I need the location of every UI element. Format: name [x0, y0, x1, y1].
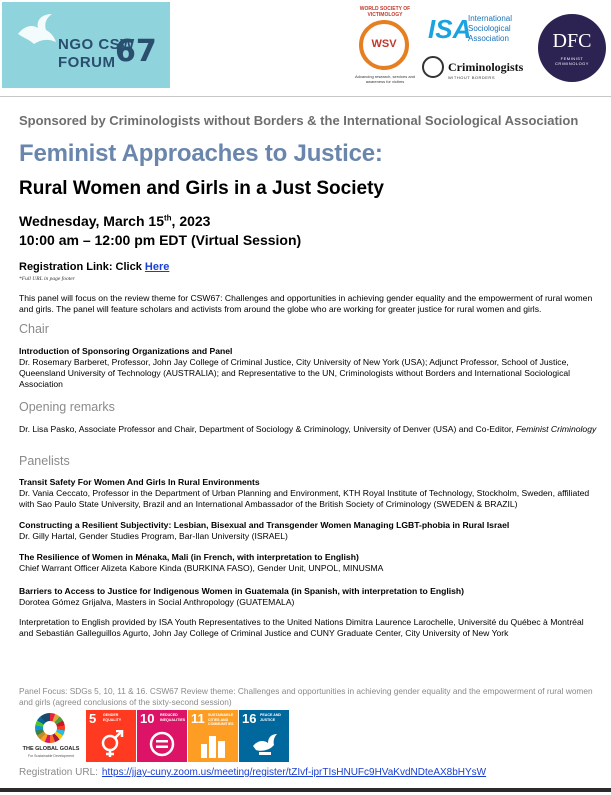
sdg-5-tile [86, 710, 136, 762]
panelist-2-body: Dr. Gilly Hartal, Gender Studies Program, Bar-Ilan University (ISRAEL) [19, 531, 288, 541]
bottom-divider [0, 788, 611, 792]
intro-paragraph: This panel will focus on the review theme for CSW67: Challenges and opportunities in achieving gender equality and the empowerment of rural women and girls. The panel will feature scholars and activists from around the globe who are working for greater justice for rural women and girls. [19, 293, 593, 314]
isa-logo [428, 12, 530, 52]
global-goals-logo [19, 713, 83, 765]
opening-body-journal: Feminist Criminology [516, 424, 597, 434]
registration-url-link[interactable]: https://jjay-cuny.zoom.us/meeting/register/tZIvf-iprTIsHNUFc9HVaKvdNDteAX8bHYsW [101, 767, 487, 778]
chair-item-body: Dr. Rosemary Barberet, Professor, John Jay College of Criminal Justice, City University of New York (USA); Adjunct Professor, School of Justice, Queensland University of Technology (AUSTRALIA); and Representative to the UN, Criminologists without Borders and International Sociological Association [19, 357, 571, 389]
sdg-10-number: 10 [140, 711, 155, 726]
wsv-logo-circle [359, 20, 409, 70]
page-title: Feminist Approaches to Justice: [19, 140, 383, 167]
wsv-logo-letters: WSV [371, 38, 397, 50]
wsv-logo-tagline: Advancing research, services and awareness for victims [354, 74, 416, 84]
global-goals-title: THE GLOBAL GOALS [22, 746, 80, 752]
gender-symbol-icon [97, 730, 125, 758]
panelist-3-title: The Resilience of Women in Ménaka, Mali (in French, with interpretation to English) [19, 552, 359, 562]
panelist-4-title: Barriers to Access to Justice for Indigenous Women in Guatemala (in Spanish, with interpretation to English) [19, 586, 465, 596]
registration-here-link[interactable]: Here [144, 261, 170, 273]
header-divider [0, 96, 611, 97]
panelists-heading: Panelists [19, 454, 70, 468]
panelist-1-body: Dr. Vania Ceccato, Professor in the Department of Urban Planning and Environment, KTH Royal Institute of Technology, Stockholm, Sweden, affiliated with Sao Paulo State University, Brazil and an International Ambassador of the British Society of Criminology (SWEDEN & BRAZIL) [19, 488, 590, 509]
sdg-11-number: 11 [191, 711, 205, 726]
sdg-16-tile [239, 710, 289, 762]
panelist-3-body: Chief Warrant Officer Alizeta Kabore Kinda (BURKINA FASO), Gender Unit, UNPOL, MINUSMA [19, 563, 384, 573]
dove-icon [14, 12, 58, 52]
dfc-logo-line2: CRIMINOLOGY [555, 61, 589, 66]
opening-body-text: Dr. Lisa Pasko, Associate Professor and Chair, Department of Sociology & Criminology, University of Denver (USA) and Co-Editor, [19, 424, 517, 434]
panelist-4-body: Dorotea Gómez Grijalva, Masters in Social Anthropology (GUATEMALA) [19, 597, 295, 607]
cwb-logo-name: Criminologists [448, 60, 524, 74]
ngo-logo-line2: FORUM [58, 54, 116, 71]
chair-item-title: Introduction of Sponsoring Organizations and Panel [19, 346, 233, 356]
ngo-csw-forum-logo [2, 2, 170, 88]
cwb-logo-sub: WITHOUT BORDERS [448, 75, 495, 80]
registration-url-line [19, 767, 486, 778]
registration-label: Registration Link: Click [19, 261, 145, 273]
isa-logo-line2: Sociological [468, 24, 511, 33]
event-date-day: Wednesday, March 15 [19, 213, 164, 229]
registration-line [19, 261, 169, 273]
registration-url-label: Registration URL: [19, 767, 98, 778]
wsv-logo [350, 6, 420, 90]
sdg-wheel-icon [35, 713, 65, 743]
registration-note: *Full URL in page footer [19, 276, 75, 282]
panelist-1-title: Transit Safety For Women And Girls In Rural Environments [19, 477, 260, 487]
sdg-11-label: SUSTAINABLE CITIES AND COMMUNITIES [208, 713, 234, 726]
dfc-logo-line1: FEMINIST [560, 56, 584, 61]
isa-logo-line1: International [468, 14, 513, 23]
page-subtitle: Rural Women and Girls in a Just Society [19, 178, 384, 199]
interpretation-note: Interpretation to English provided by ISA Youth Representatives to the United Nations Dimitra Laurence Larochelle, Université du Québec à Montréal and Sebastián Galleguillos Agurto, John Jay College of Criminal Justice and CUNY Graduate Center, City University of New York [19, 617, 584, 638]
chair-heading: Chair [19, 322, 49, 336]
global-goals-sub: For Sustainable Development [27, 754, 75, 758]
city-buildings-icon [199, 730, 227, 758]
sdg-16-number: 16 [242, 711, 257, 726]
wsv-logo-top: WORLD SOCIETY OF VICTIMOLOGY [359, 6, 411, 18]
dfc-logo [538, 14, 606, 82]
panelist-2-title: Constructing a Resilient Subjectivity: Lesbian, Bisexual and Transgender Women Managing LGBT-phobia in Rural Israel [19, 520, 510, 530]
event-date-suffix: th [163, 213, 172, 223]
opening-heading: Opening remarks [19, 400, 115, 414]
ngo-logo-number: 67 [115, 34, 157, 69]
isa-logo-name [468, 14, 512, 44]
event-date-year: , 2023 [171, 213, 211, 229]
ngo-logo-line1: NGO CSW [58, 36, 135, 53]
sponsor-line: Sponsored by Criminologists without Borders & the International Sociological Association [19, 113, 579, 128]
globe-icon [422, 56, 444, 78]
criminologists-without-borders-logo [422, 56, 534, 86]
sdg-11-tile [188, 710, 238, 762]
event-time: 10:00 am – 12:00 pm EDT (Virtual Session) [19, 232, 302, 248]
dfc-logo-sub [538, 56, 606, 66]
dfc-logo-letters: DFC [552, 30, 592, 52]
sdg-10-tile [137, 710, 187, 762]
sdg-10-label: REDUCED INEQUALITIES [160, 713, 186, 722]
panel-focus-note: Panel Focus: SDGs 5, 10, 11 & 16. CSW67 Review theme: Challenges and opportunities in achieving gender equality and the empowerment of rural women and girls (agreed conclusions of the sixty-second session) [19, 686, 593, 707]
equal-sign-icon [148, 730, 176, 758]
sdg-5-label: GENDER EQUALITY [103, 713, 122, 722]
event-date [19, 213, 210, 229]
opening-body [19, 424, 599, 435]
dove-gavel-icon [250, 730, 278, 758]
sdg-16-label: PEACE AND JUSTICE [260, 713, 282, 722]
isa-logo-mark: ISA [428, 14, 472, 44]
sdg-5-number: 5 [89, 711, 97, 726]
isa-logo-line3: Association [468, 34, 509, 43]
